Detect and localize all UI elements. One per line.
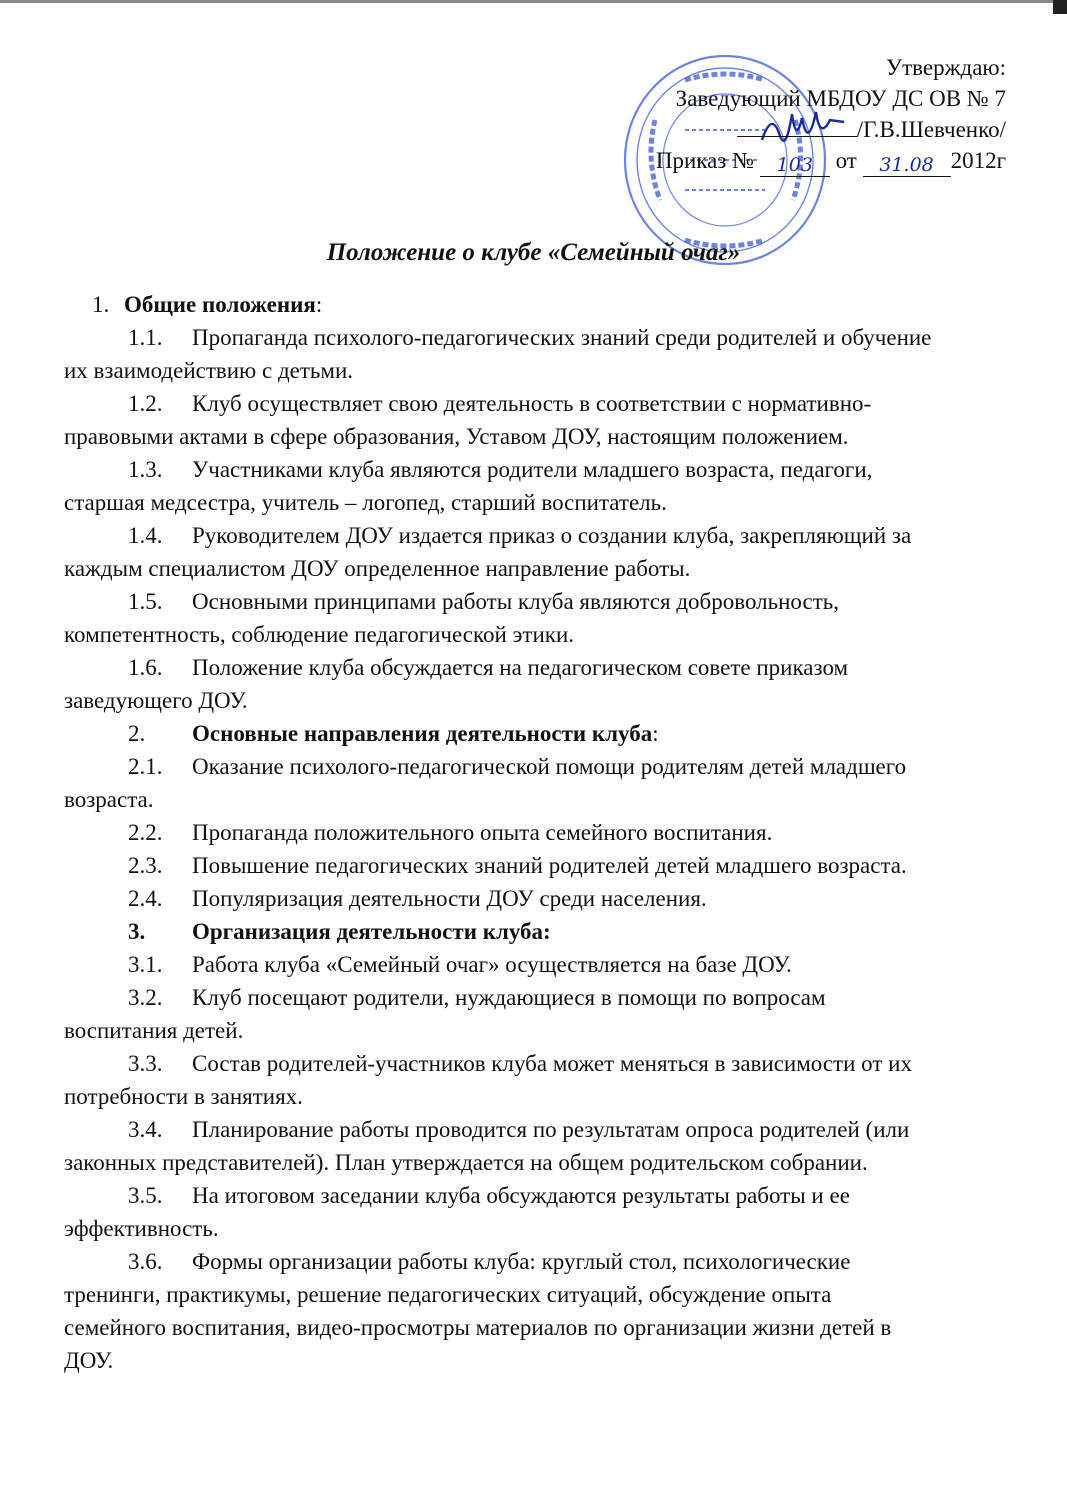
approval-signature-line	[536, 114, 1006, 145]
item-text: Повышение педагогических знаний родителей детей младшего возраста.	[192, 853, 907, 878]
item-2-3	[64, 849, 1004, 882]
item-text: Пропаганда положительного опыта семейного воспитания.	[192, 820, 773, 845]
item-text: Клуб посещают родители, нуждающиеся в помощи по вопросам	[192, 985, 826, 1010]
item-2-1	[64, 750, 1004, 783]
section-number: 2.	[128, 721, 146, 746]
order-number: 103	[776, 154, 813, 176]
item-1-1-cont: их взаимодействию с детьми.	[64, 358, 354, 383]
item-number: 2.1.	[128, 754, 163, 779]
order-year: 2012г	[950, 148, 1006, 173]
item-text: Планирование работы проводится по результатам опроса родителей (или	[192, 1117, 910, 1142]
heading-colon: :	[315, 292, 323, 317]
item-3-6	[64, 1245, 1004, 1278]
item-3-6-cont3: ДОУ.	[64, 1348, 114, 1373]
item-number: 2.2.	[128, 820, 163, 845]
item-3-5-cont: эффективность.	[64, 1216, 219, 1241]
item-text: Участниками клуба являются родители младшего возраста, педагоги,	[192, 457, 873, 482]
item-1-2	[64, 387, 1004, 420]
item-number: 1.2.	[128, 391, 163, 416]
item-number: 3.5.	[128, 1183, 163, 1208]
item-text: Положение клуба обсуждается на педагогическом совете приказом	[192, 655, 849, 680]
item-number: 1.1.	[128, 325, 163, 350]
heading-colon: :	[652, 721, 659, 746]
approval-order-line	[536, 145, 1006, 177]
section1-heading	[64, 288, 1004, 321]
document-title: Положение о клубе «Семейный очаг»	[326, 239, 741, 266]
section-number: 3.	[128, 919, 146, 944]
item-number: 3.6.	[128, 1249, 163, 1274]
item-1-4	[64, 519, 1004, 552]
order-number-blank	[760, 145, 830, 177]
item-2-4	[64, 882, 1004, 915]
item-number: 2.3.	[128, 853, 163, 878]
section3-heading	[64, 915, 1004, 948]
item-1-2-cont: правовыми актами в сфере образования, Уставом ДОУ, настоящим положением.	[64, 424, 849, 449]
section-heading-text: Основные направления деятельности клуба	[192, 721, 653, 746]
item-3-2-cont: воспитания детей.	[64, 1018, 244, 1043]
item-number: 3.2.	[128, 985, 163, 1010]
item-number: 1.5.	[128, 589, 163, 614]
item-3-1	[64, 948, 1004, 981]
item-text: Формы организации работы клуба: круглый стол, психологические	[192, 1249, 851, 1274]
order-date: 31.08	[879, 154, 934, 176]
item-1-5-cont: компетентность, соблюдение педагогической этики.	[64, 622, 575, 647]
item-1-6	[64, 651, 1004, 684]
item-text: Клуб осуществляет свою деятельность в соответствии с нормативно-	[192, 391, 872, 416]
item-3-3	[64, 1047, 1004, 1080]
item-3-6-cont: тренинги, практикумы, решение педагогических ситуаций, обсуждение опыта	[64, 1282, 832, 1307]
item-number: 2.4.	[128, 886, 163, 911]
order-date-blank	[863, 145, 951, 177]
item-number: 3.1.	[128, 952, 163, 977]
section-heading-text: Организация деятельности клуба:	[192, 919, 551, 944]
item-3-6-cont2: семейного воспитания, видео-просмотры материалов по организации жизни детей в	[64, 1315, 892, 1340]
item-number: 1.3.	[128, 457, 163, 482]
document-body	[64, 288, 1004, 1377]
item-text: Руководителем ДОУ издается приказ о создании клуба, закрепляющий за	[192, 523, 912, 548]
item-text: На итоговом заседании клуба обсуждаются результаты работы и ее	[192, 1183, 850, 1208]
item-1-6-cont: заведующего ДОУ.	[64, 688, 248, 713]
item-text: Основными принципами работы клуба являются добровольность,	[192, 589, 839, 614]
order-prefix: Приказ №	[655, 148, 755, 173]
item-text: Оказание психолого-педагогической помощи родителям детей младшего	[192, 754, 907, 779]
item-1-5	[64, 585, 1004, 618]
item-3-5	[64, 1179, 1004, 1212]
scan-top-border	[0, 0, 1067, 3]
signature-blank	[737, 136, 857, 137]
item-text: Работа клуба «Семейный очаг» осуществляется на базе ДОУ.	[192, 952, 792, 977]
item-text: Популяризация деятельности ДОУ среди населения.	[192, 886, 707, 911]
item-1-1	[64, 321, 1004, 354]
approval-line1: Утверждаю:	[885, 55, 1006, 80]
scan-corner-mark	[1053, 0, 1067, 14]
item-3-4-cont: законных представителей). План утверждается на общем родительском собрании.	[64, 1150, 868, 1175]
item-1-3	[64, 453, 1004, 486]
order-from: от	[835, 148, 857, 173]
item-1-4-cont: каждым специалистом ДОУ определенное направление работы.	[64, 556, 691, 581]
item-number: 3.4.	[128, 1117, 163, 1142]
item-3-3-cont: потребности в занятиях.	[64, 1084, 303, 1109]
section-heading-text: Общие положения	[124, 292, 316, 317]
item-number: 1.4.	[128, 523, 163, 548]
section-number: 1.	[92, 292, 110, 317]
approver-name: /Г.В.Шевченко/	[856, 117, 1006, 142]
item-text: Пропаганда психолого-педагогических знаний среди родителей и обучение	[192, 325, 932, 350]
section2-heading	[64, 717, 1004, 750]
item-number: 1.6.	[128, 655, 163, 680]
approval-block	[536, 52, 1006, 177]
approval-line2: Заведующий МБДОУ ДС ОВ № 7	[675, 86, 1006, 111]
item-2-2	[64, 816, 1004, 849]
item-text: Состав родителей-участников клуба может меняться в зависимости от их	[192, 1051, 912, 1076]
item-3-2	[64, 981, 1004, 1014]
item-2-1-cont: возраста.	[64, 787, 154, 812]
item-number: 3.3.	[128, 1051, 163, 1076]
item-1-3-cont: старшая медсестра, учитель – логопед, старший воспитатель.	[64, 490, 667, 515]
item-3-4	[64, 1113, 1004, 1146]
